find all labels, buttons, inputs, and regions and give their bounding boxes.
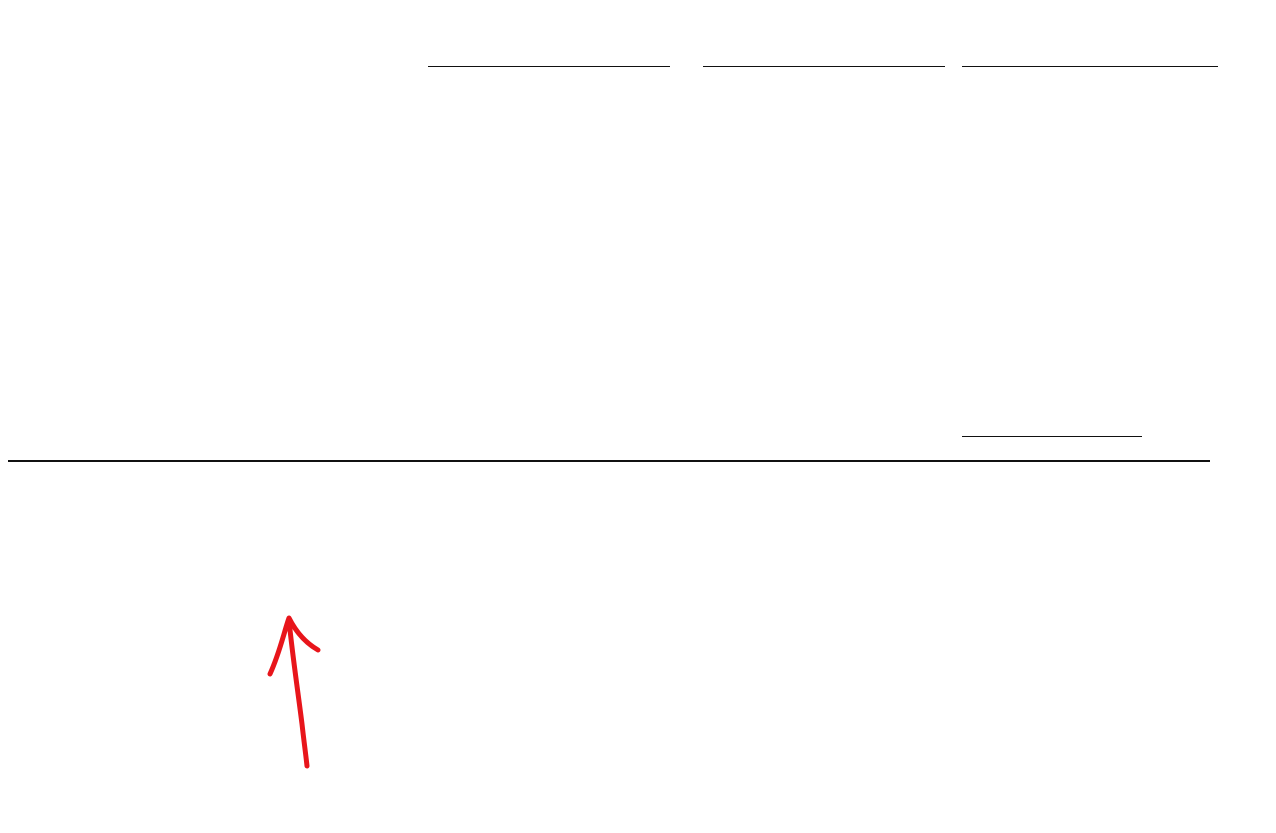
footnotes-divider xyxy=(8,460,1210,462)
group-rule-rate xyxy=(962,66,1218,67)
annotation-arrow-icon xyxy=(262,612,332,772)
increase-rule xyxy=(962,436,1142,437)
group-rule-interest xyxy=(703,66,945,67)
group-rule-volumes xyxy=(428,66,670,67)
